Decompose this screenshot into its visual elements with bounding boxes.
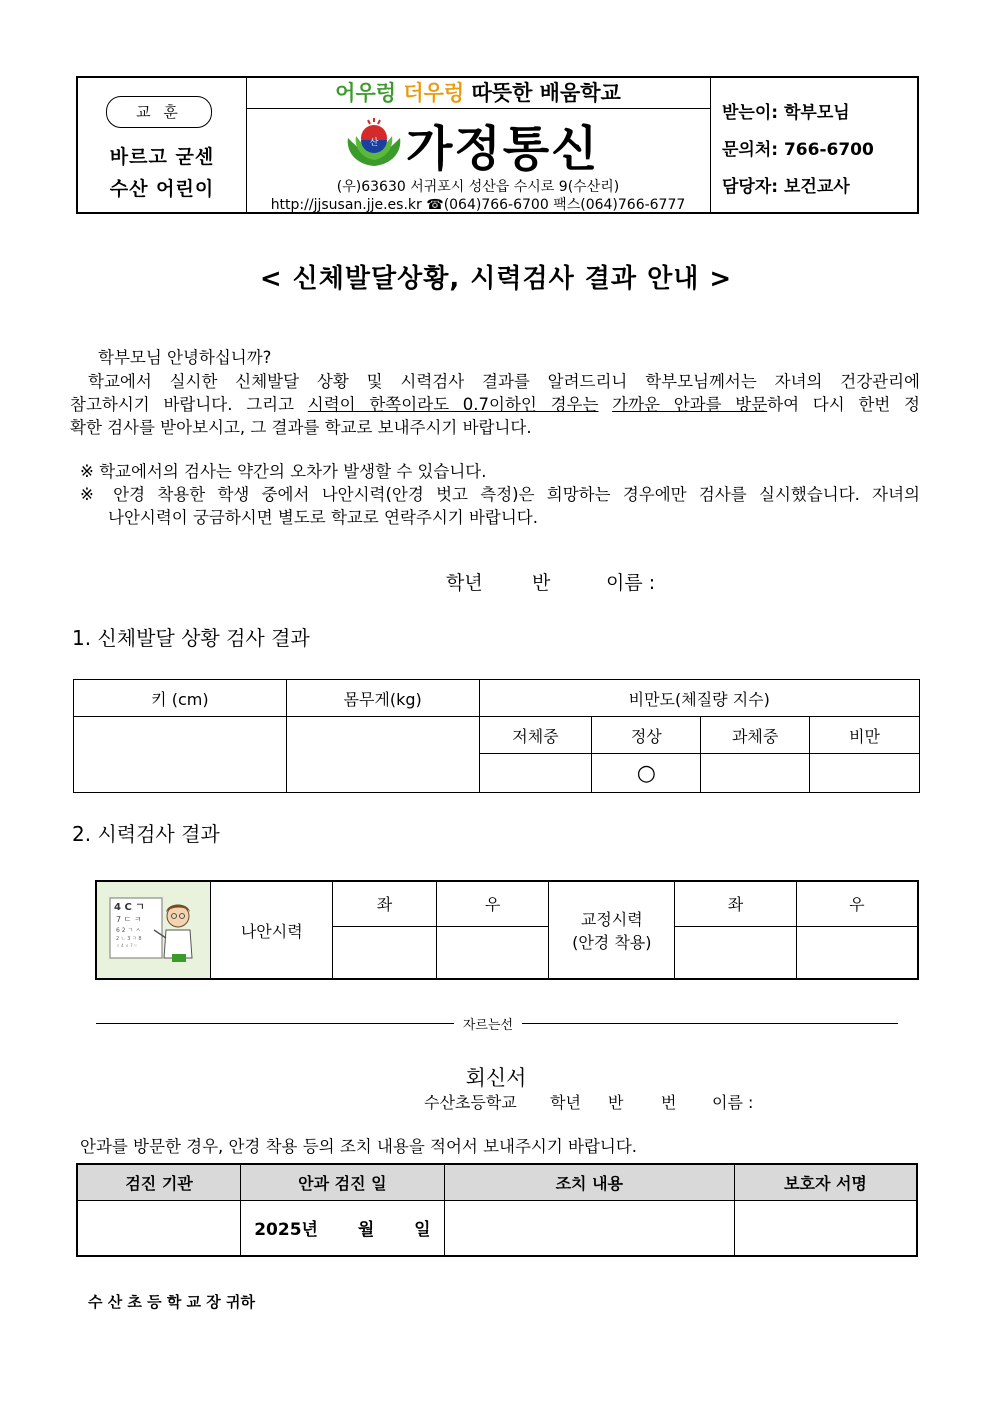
motto-badge: 교 훈 [106,96,212,128]
uncorrected-right-cell[interactable] [436,926,549,979]
greeting: 학부모님 안녕하십니까? [98,348,272,367]
contact-panel [710,78,917,212]
note-2-line-1: ※ 안경 착용한 학생 중에서 나안시력(안경 벗고 측정)은 희망하는 경우에만 검사를 실시했습니다. 자녀의 [80,485,920,504]
school-phone-fax: ☎(064)766-6700 팩스(064)766-6777 [426,197,686,213]
uncorrected-left-header: 좌 [333,881,437,926]
uncorrected-right-header: 우 [436,881,549,926]
svg-text:ㅎ 4 ㅂ 7 ㄷ: ㅎ 4 ㅂ 7 ㄷ [115,943,138,948]
normal-header: 정상 [592,717,701,754]
newsletter-title: 가정통신 [406,121,600,177]
motto-line-1: 바르고 굳센 [109,146,215,168]
reply-name-label: 이름 : [712,1093,754,1112]
intro-underline-1: 시력이 한쪽이라도 0.7이하인 경우는 [307,395,599,414]
student-class-label: 반 [532,572,551,594]
note-2-line-2: 나안시력이 궁금하시면 별도로 학교로 연락주시기 바랍니다. [108,508,538,527]
eye-chart-illustration [96,881,211,979]
reply-class-label: 반 [608,1093,624,1112]
section-1-heading: 1. 신체발달 상황 검사 결과 [72,626,310,650]
obese-cell[interactable] [810,754,920,793]
person-in-charge: 담당자: 보건교사 [722,177,850,197]
school-contacts [246,194,710,214]
section-2-heading: 2. 시력검사 결과 [72,822,220,846]
overweight-header: 과체중 [701,717,810,754]
uncorrected-vision-label: 나안시력 [211,881,333,979]
svg-text:6 2 ㄱ ㅅ: 6 2 ㄱ ㅅ [115,927,141,934]
guardian-signature-cell[interactable] [734,1200,917,1256]
slogan-part-3: 따뜻한 배움학교 [471,81,621,105]
eye-chart-letters: 4 C ㄱ [113,902,145,913]
intro-underline-2: 가까운 안과를 방문 [612,395,768,414]
cut-line-label: 자르는선 [462,1018,514,1033]
normal-cell-mark[interactable]: ○ [592,754,701,793]
reply-instruction: 안과를 방문한 경우, 안경 착용 등의 조치 내용을 적어서 보내주시기 바랍니다. [80,1137,638,1156]
cut-line-right [522,1023,898,1024]
reply-title: 회신서 [465,1066,527,1090]
obese-header: 비만 [810,717,920,754]
school-emblem-icon [344,116,404,170]
body-development-table [73,679,920,793]
guardian-signature-header: 보호자 서명 [734,1164,917,1200]
exam-date-cell[interactable] [241,1200,445,1256]
title-panel [246,78,711,212]
underweight-header: 저체중 [479,717,592,754]
cut-line-left [96,1023,454,1024]
corrected-vision-line-2: (안경 착용) [572,933,652,952]
intro-line-2 [70,393,920,416]
vision-test-table [95,880,919,980]
overweight-cell[interactable] [701,754,810,793]
corrected-vision-label [549,881,675,979]
svg-text:산: 산 [369,138,379,148]
underweight-cell[interactable] [479,754,592,793]
svg-text:7 ㄷ ㅋ: 7 ㄷ ㅋ [115,915,142,924]
intro-line-1: 학교에서 실시한 신체발달 상황 및 시력검사 결과를 알려드리니 학부모님께서는 자녀의 건강관리에 [88,372,920,391]
inquiry-number: 문의처: 766-6700 [722,140,874,160]
exam-date-day: 일 [414,1220,431,1241]
svg-text:2 ㄴ 3 ㅋ 8: 2 ㄴ 3 ㅋ 8 [115,936,142,942]
obesity-header: 비만도(체질량 지수) [479,680,919,717]
reply-number-label: 번 [661,1093,677,1112]
reply-grade-label: 학년 [550,1093,581,1112]
corrected-right-header: 우 [796,881,918,926]
intro-line-2-space [598,395,612,414]
school-address: (우)63630 서귀포시 성산읍 수시로 9(수산리) [336,179,620,195]
intro-line-2-c: 하여 다시 한번 정 [767,395,920,414]
intro-line-3: 확한 검사를 받아보시고, 그 결과를 학교로 보내주시기 바랍니다. [70,418,532,437]
exam-date-header: 안과 검진 일 [241,1164,445,1200]
school-website[interactable]: http://jjsusan.jje.es.kr [270,197,422,213]
eye-chart-doctor-icon [108,894,200,966]
uncorrected-left-cell[interactable] [333,926,437,979]
corrected-left-cell[interactable] [675,926,797,979]
weight-header: 몸무게(kg) [286,680,479,717]
exam-date-month: 월 [357,1220,375,1241]
letterhead [76,76,919,214]
recipient: 받는이: 학부모님 [722,103,850,123]
height-cell[interactable] [74,717,287,793]
institution-cell[interactable] [77,1200,241,1256]
corrected-left-header: 좌 [675,881,797,926]
footer-addressee: 수 산 초 등 학 교 장 귀하 [88,1293,255,1311]
exam-date-year: 2025년 [254,1220,318,1241]
cut-line [96,1014,898,1032]
school-slogan [246,78,710,109]
height-header: 키 (cm) [74,680,287,717]
student-name-label: 이름 : [606,572,656,594]
institution-header: 검진 기관 [77,1164,241,1200]
slogan-part-2: 더우렁 [403,81,465,105]
action-header: 조치 내용 [444,1164,734,1200]
motto-panel [78,78,247,212]
document-title: < 신체발달상황, 시력검사 결과 안내 > [259,264,733,294]
motto-line-2: 수산 어린이 [109,178,215,200]
student-grade-label: 학년 [446,572,483,594]
reply-table [76,1163,918,1257]
corrected-right-cell[interactable] [796,926,918,979]
corrected-vision-line-1: 교정시력 [580,910,643,929]
intro-line-2-a: 참고하시기 바랍니다. 그리고 [70,395,308,414]
slogan-part-1: 어우렁 [335,81,397,105]
note-1: ※ 학교에서의 검사는 약간의 오차가 발생할 수 있습니다. [80,462,487,481]
action-cell[interactable] [444,1200,734,1256]
weight-cell[interactable] [286,717,479,793]
reply-school: 수산초등학교 [424,1093,517,1112]
